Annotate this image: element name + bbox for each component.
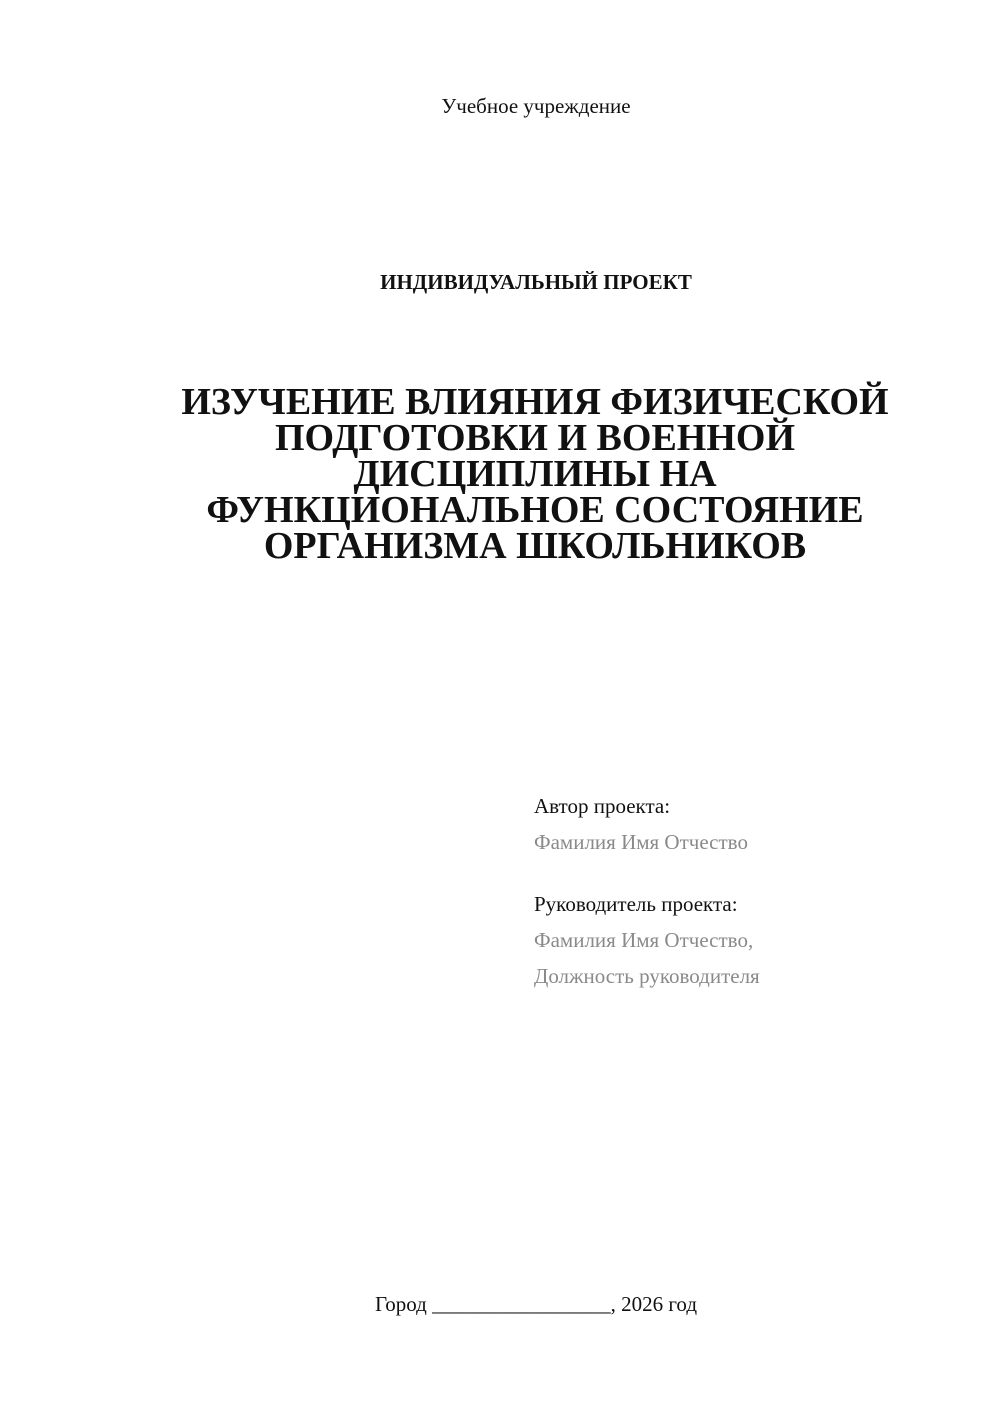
author-label: Автор проекта: — [534, 794, 671, 818]
institution-name: Учебное учреждение — [441, 94, 631, 118]
project-title — [150, 381, 920, 567]
title-line-3: ДИСЦИПЛИНЫ НА — [353, 453, 717, 495]
title-line-1: ИЗУЧЕНИЕ ВЛИЯНИЯ ФИЗИЧЕСКОЙ — [181, 381, 889, 423]
supervisor-position: Должность руководителя — [534, 964, 760, 988]
credits-spacer — [534, 860, 974, 886]
title-line-4: ФУНКЦИОНАЛЬНОЕ СОСТОЯНИЕ — [206, 489, 864, 531]
supervisor-name: Фамилия Имя Отчество, — [534, 928, 754, 952]
title-line-2: ПОДГОТОВКИ И ВОЕННОЙ — [274, 417, 796, 459]
supervisor-label: Руководитель проекта: — [534, 892, 738, 916]
credits-block — [534, 788, 974, 994]
title-line-5: ОРГАНИЗМА ШКОЛЬНИКОВ — [263, 525, 807, 567]
project-type-heading: ИНДИВИДУАЛЬНЫЙ ПРОЕКТ — [380, 270, 692, 294]
city-year-footer: Город _________________, 2026 год — [374, 1292, 698, 1316]
author-name: Фамилия Имя Отчество — [534, 830, 748, 854]
